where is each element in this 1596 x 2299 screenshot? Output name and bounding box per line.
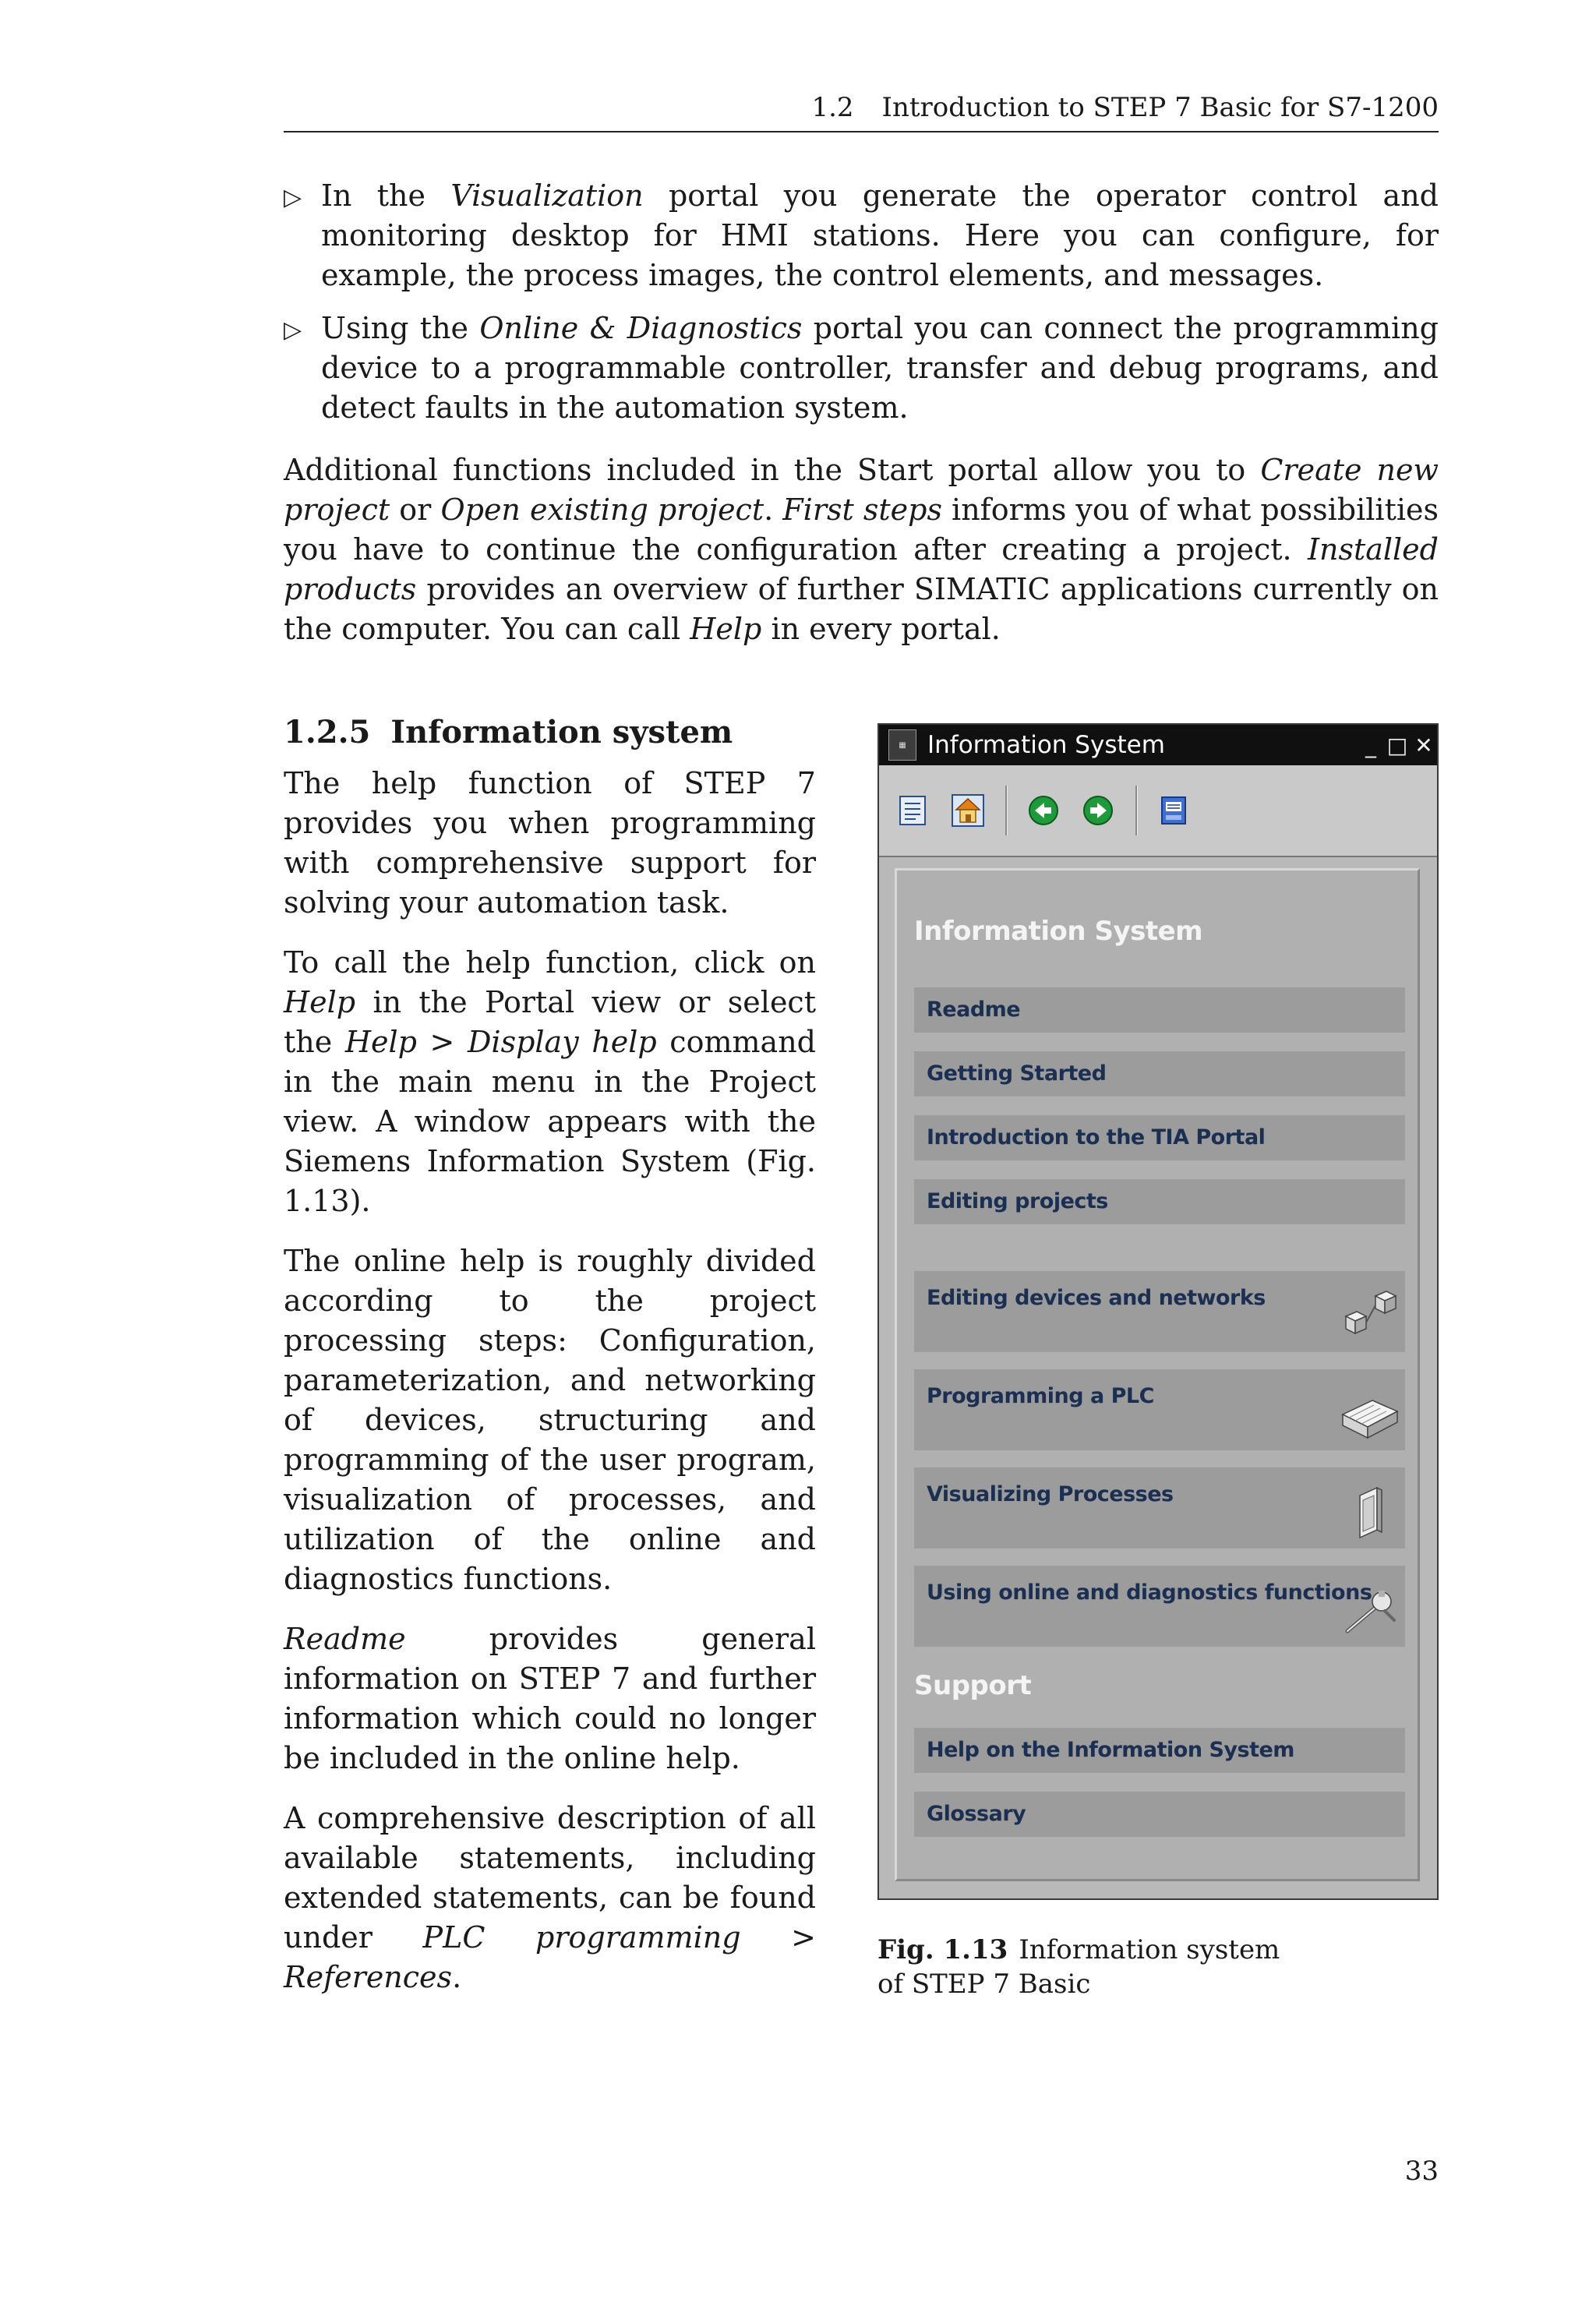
minimize-button[interactable]: _ [1365,732,1376,758]
bullet-emphasis: Online & Diagnostics [479,311,803,345]
toolbar-separator [1005,786,1008,835]
paragraph-emphasis: Help [284,985,356,1019]
panel-heading-support: Support [914,1670,1032,1701]
triangle-bullet-icon: ▷ [284,184,302,211]
paragraph-text: in every portal. [761,612,1001,646]
menu-item-visualizing-processes[interactable] [914,1467,1405,1549]
window-toolbar [879,765,1437,857]
running-head [284,87,1439,132]
menu-item-readme[interactable]: Readme [914,987,1405,1033]
menu-item-getting-started[interactable]: Getting Started [914,1051,1405,1097]
caption-text: Information system [1019,1934,1280,1965]
left-column [284,764,816,2018]
bullet-item [284,176,1439,295]
paragraph: The help function of STEP 7 provides you when programming with comprehensive support for solving your automation task. [284,766,816,920]
section-number: 1.2.5 [284,714,371,750]
menu-item-label: Programming a PLC [927,1384,1154,1408]
figure-caption [877,1933,1280,2001]
paragraph-text: in the Portal view or select the [284,985,816,1059]
close-button[interactable]: ✕ [1414,732,1433,758]
home-icon[interactable] [951,793,985,828]
menu-item-label: Using online and diagnostics functions [927,1580,1372,1605]
app-logo-icon: ▦ [888,729,916,761]
window-titlebar [879,725,1437,765]
plc-module-icon [1338,1383,1400,1446]
start-portal-paragraph [284,450,1439,649]
menu-item-editing-devices-networks[interactable] [914,1271,1405,1352]
section-title: Information system [390,714,733,750]
figure-label: Fig. 1.13 [877,1934,1008,1965]
diagnostics-tool-icon [1338,1580,1400,1642]
bullet-list [284,176,1439,441]
paragraph-text: or [390,493,441,527]
paragraph-text: provides an overview of further SIMATIC applications currently on the computer. You can call [284,572,1439,646]
paragraph-text: . [764,493,783,527]
navigation-panel [895,868,1420,1881]
paragraph-emphasis: Help [690,612,762,646]
toolbar-separator [1135,786,1138,835]
bullet-text: portal you generate the operator control and monitoring desktop for HMI stations. Here you can configure, for example, the process images, the control elements, and messages. [321,178,1439,292]
menu-item-label: Visualizing Processes [927,1482,1174,1506]
paragraph-text: . [452,1960,462,1994]
bullet-text: portal you can connect the programming device to a programmable controller, transfer and debug programs, and detect faults in the automation system. [321,311,1439,425]
forward-icon[interactable] [1081,793,1115,828]
bullet-emphasis: Visualization [450,178,644,213]
paragraph-text: A comprehensive description of all available statements, including extended statements, can be found under [284,1801,816,1955]
paragraph [284,1799,816,1997]
paragraph-emphasis: Installed products [284,532,1439,606]
paragraph-emphasis: PLC programming > References [284,1920,816,1994]
paragraph-text: Additional functions included in the Start portal allow you to [284,453,1261,487]
paragraph [284,943,816,1221]
paragraph-emphasis: First steps [782,493,942,527]
paragraph-emphasis: Readme [284,1622,406,1656]
menu-item-label: Editing devices and networks [927,1286,1266,1310]
contents-icon[interactable] [896,793,930,828]
menu-item-introduction-tia-portal[interactable]: Introduction to the TIA Portal [914,1115,1405,1160]
bullet-text: In the [321,178,451,213]
back-icon[interactable] [1026,793,1061,828]
menu-item-programming-plc[interactable] [914,1369,1405,1450]
running-head-section-number: 1.2 [811,92,854,123]
page-number: 33 [1404,2156,1439,2187]
bullet-text: Using the [321,311,480,345]
window-title: Information System [927,731,1165,759]
paragraph-emphasis: Open existing project [440,493,764,527]
menu-item-editing-projects[interactable]: Editing projects [914,1179,1405,1224]
menu-item-online-diagnostics[interactable] [914,1566,1405,1647]
paragraph-emphasis: Create new project [284,453,1439,527]
bullet-item [284,309,1439,428]
menu-item-help-information-system[interactable]: Help on the Information System [914,1728,1405,1773]
paragraph-text: To call the help function, click on [284,945,816,980]
print-icon[interactable] [1156,793,1191,828]
paragraph: The online help is roughly divided according to the project processing steps: Configuration, parameterization, and networking of devices, structuring and programming of the user program, visualization of processes, and utilization of the online and diagnostics functions. [284,1244,816,1596]
paragraph-text: command in the main menu in the Project view. A window appears with the Siemens Information System (Fig. 1.13). [284,1025,816,1218]
caption-line [877,1933,1280,1967]
maximize-button[interactable]: □ [1386,732,1408,758]
paragraph [284,1619,816,1778]
paragraph-emphasis: Help > Display help [344,1025,657,1059]
paragraph-text: informs you of what possibilities you have to continue the configuration after creating a project. [284,493,1439,567]
panel-heading-information-system: Information System [914,916,1203,947]
information-system-window [877,723,1439,1900]
paragraph-text: provides general information on STEP 7 and further information which could no longer be included in the online help. [284,1622,816,1775]
section-heading [284,711,733,754]
menu-item-glossary[interactable]: Glossary [914,1792,1405,1837]
triangle-bullet-icon: ▷ [284,316,302,344]
running-head-title: Introduction to STEP 7 Basic for S7-1200 [881,92,1439,123]
caption-line: of STEP 7 Basic [877,1969,1091,2000]
hmi-panel-icon [1338,1481,1400,1544]
devices-network-icon [1338,1285,1400,1347]
